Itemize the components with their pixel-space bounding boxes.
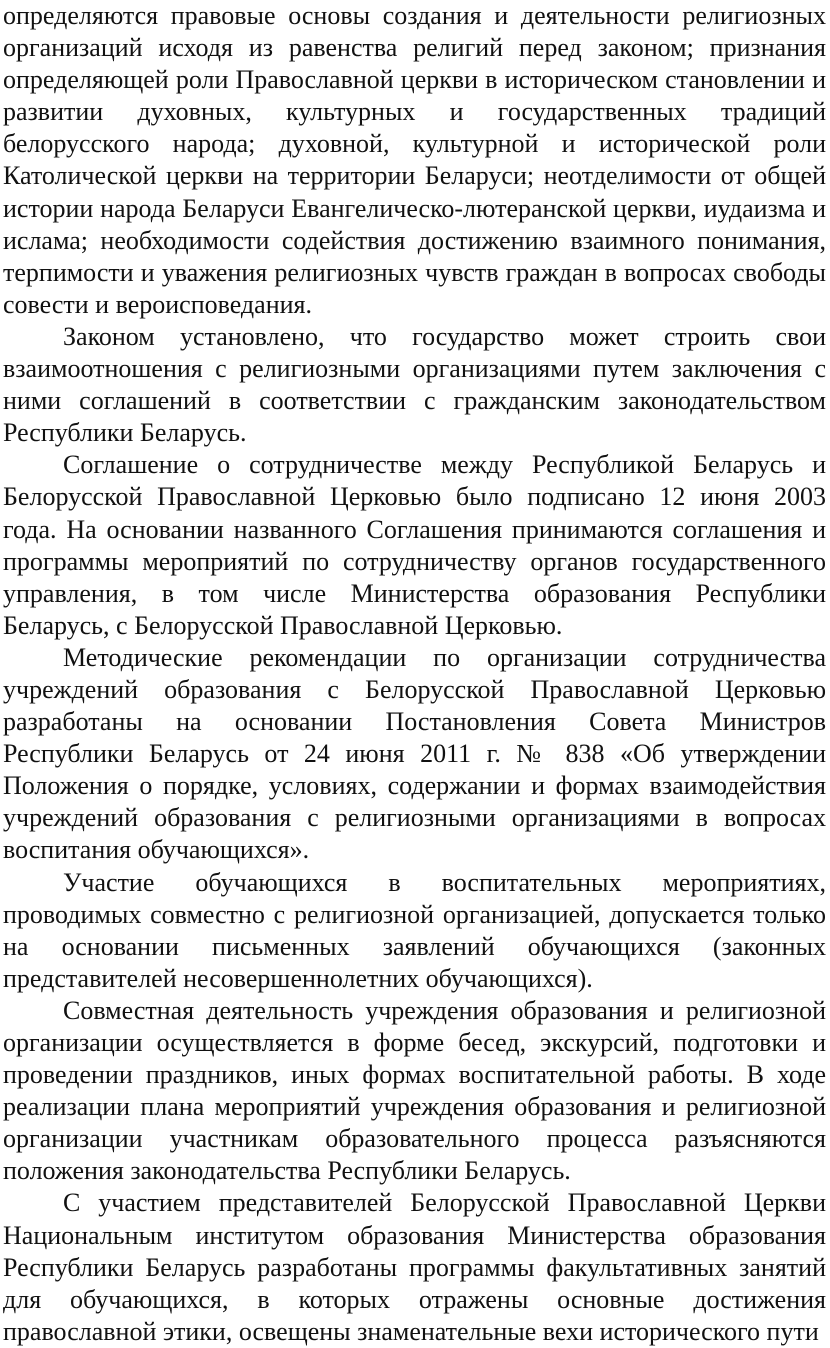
paragraph-elective-programs: С участием представителей Белорусской Православной Церкви Национальным институтом образования Министерства образования Республики Беларусь разработаны программы факультативных занятий для обучающихся, в которых отражены основные достижения православной этики, освещены знаменательные вехи исторического пути <box>3 1188 826 1346</box>
paragraph-student-participation: Участие обучающихся в воспитательных мероприятиях, проводимых совместно с религиозной организацией, допускается только на основании письменных заявлений обучающихся (законных представителей несовершеннолетних обучающихся). <box>3 867 826 993</box>
paragraph-cooperation-agreement: Соглашение о сотрудничестве между Республикой Беларусь и Белорусской Православной Церковью было подписано 12 июня 2003 года. На основании названного Соглашения принимаются соглашения и программы мероприятий по сотрудничеству органов государственного управления, в том числе Министерства образования Республики Беларусь, с Белорусской Православной Церковью. <box>3 450 826 640</box>
paragraph-agreements-law: Законом установлено, что государство может строить свои взаимоотношения с религиозными организациями путем заключения с ними соглашений в соответствии с гражданским законодательством Республики Беларусь. <box>3 321 826 448</box>
paragraph-joint-activity: Совместная деятельность учреждения образования и религиозной организации осуществляется в форме бесед, экскурсий, подготовки и проведении праздников, иных формах воспитательной работы. В ходе реализации плана мероприятий учреждения образования и религиозной организации участникам образовательного процесса разъясняются положения законодательства Республики Беларусь. <box>3 995 826 1186</box>
paragraph-continuation: определяются правовые основы создания и деятельности религиозных организаций исходя из равенства религий перед законом; признания определяющей роли Православной церкви в историческом становлении и развитии духовных, культурных и государственных традиций белорусского народа; духовной, культурной и исторической роли Католической церкви на территории Беларуси; неотделимости от общей истории народа Беларуси Евангелическо-лютеранской церкви, иудаизма и ислама; необходимости содействия достижению взаимного понимания, терпимости и уважения религиозных чувств граждан в вопросах свободы совести и вероисповедания. <box>3 1 826 319</box>
paragraph-methodical-recommendations: Методические рекомендации по организации сотрудничества учреждений образования с Белорусской Православной Церковью разработаны на основании Постановления Совета Министров Республики Беларусь от 24 июня 2011 г. № 838 «Об утверждении Положения о порядке, условиях, содержании и формах взаимодействия учреждений образования с религиозными организациями в вопросах воспитания обучающихся». <box>3 642 826 865</box>
